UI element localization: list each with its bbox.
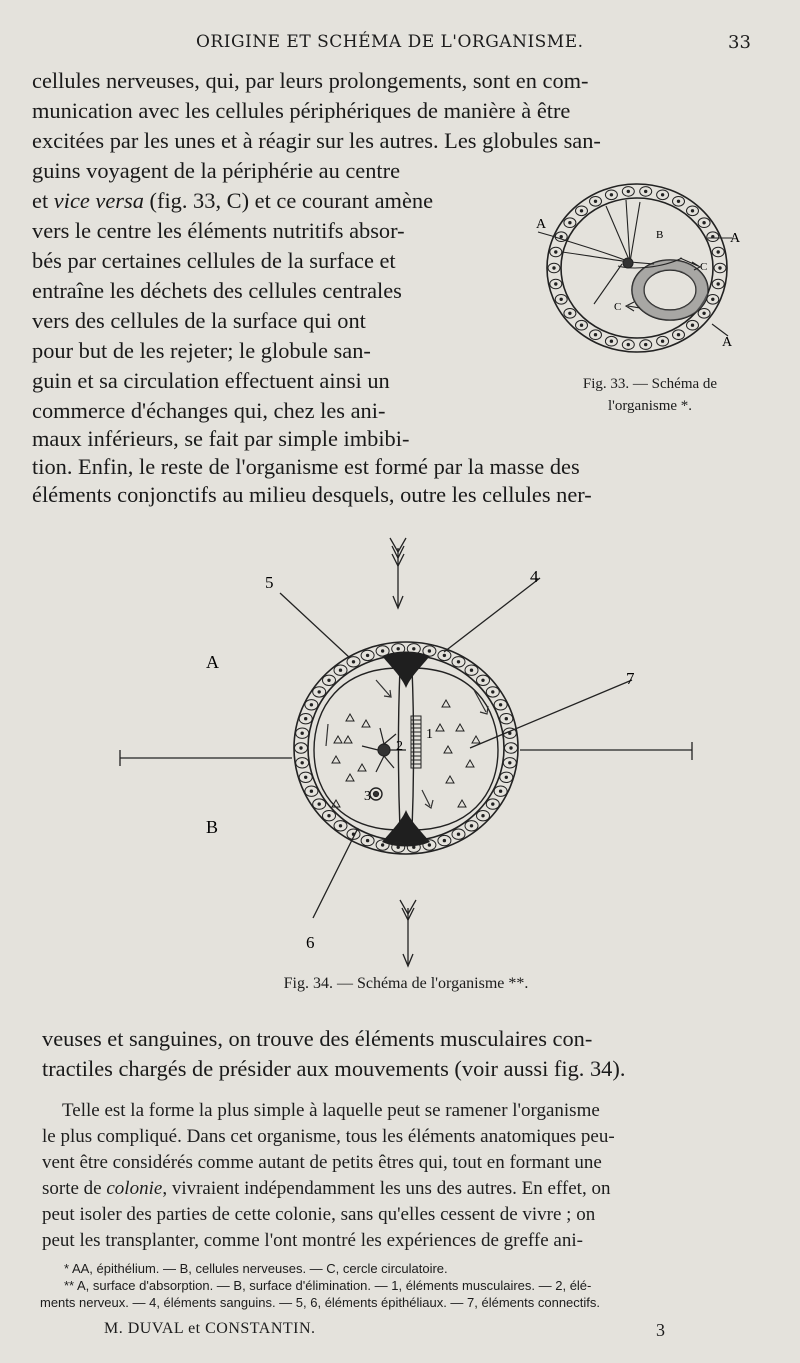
text-line [32,186,433,217]
fig34-label-7: 7 [626,669,635,688]
text-fragment: sorte de [42,1178,102,1199]
fig33-label-a: A [730,231,741,246]
fig33-label-c: C [614,301,622,313]
blood-elements [332,700,480,807]
cell-nucleus [457,661,459,663]
fig33-label-a: A [536,217,547,232]
fig33-label-a: A [722,335,733,350]
cell-nucleus [482,815,484,817]
italic-word: colonie [106,1178,163,1199]
cell-nucleus [569,222,571,224]
text-line: maux inférieurs, se fait par simple imbibi- [32,426,410,451]
text-fragment: et [32,188,49,213]
text-line: peut isoler des parties de cette colonie, sans qu'elles cessent de vivre ; on [42,1204,596,1225]
text-line: guin et sa circulation effectuent ainsi un [32,368,390,393]
text-line: vers des cellules de la surface qui ont [32,308,366,333]
cell-nucleus [627,190,629,192]
cell-nucleus [560,236,562,238]
text-line: cellules nerveuses, qui, par leurs prolongements, sont en com- [32,68,589,93]
cell-nucleus [413,846,415,848]
blood-element [346,774,354,781]
cell-nucleus [510,747,512,749]
cell-nucleus [492,691,494,693]
cell-nucleus [366,839,368,841]
cell-nucleus [703,222,705,224]
fig33-label-b: B [656,229,664,241]
text-line: Telle est la forme la plus simple à laquelle peut se ramener l'organisme [62,1100,600,1121]
cell-nucleus [677,200,679,202]
running-head [0,32,800,56]
fig34-label-5: 5 [265,573,274,592]
cell-nucleus [677,334,679,336]
cell-nucleus [661,194,663,196]
text-line: tractiles chargés de présider aux mouvements (voir aussi fig. 34). [42,1056,626,1081]
cell-nucleus [305,776,307,778]
cell-nucleus [482,679,484,681]
blood-element [446,776,454,783]
text-line: peut les transplanter, comme l'ont montré les expériences de greffe ani- [42,1230,583,1251]
blood-element [472,736,480,743]
blood-element [362,720,370,727]
figure-33-caption: l'organisme *. [607,398,693,414]
footnote-2: ** A, surface d'absorption. — B, surface d'élimination. — 1, éléments musculaires. — 2, élé- [64,1278,592,1293]
fig34-label-a: A [206,652,219,672]
cell-nucleus [352,661,354,663]
blood-element [334,736,342,743]
blood-element [444,746,452,753]
fig34-label-1: 1 [426,727,433,742]
text-line: éléments conjonctifs au milieu desquels, outre les cellules ner- [32,482,592,507]
fig33-label-c: C [700,261,708,273]
blood-element [358,764,366,771]
cell-nucleus [691,210,693,212]
running-title: ORIGINE ET SCHÉMA DE L'ORGANISME. [196,32,584,52]
page-number: 33 [728,32,751,53]
text-line: bés par certaines cellules de la surface et [32,248,396,273]
cell-nucleus [555,251,557,253]
blood-element [344,736,352,743]
cell-nucleus [397,648,399,650]
fig34-label-2: 2 [396,739,403,754]
text-line: pour but de les rejeter; le globule san- [32,338,371,363]
figure-34-diagram [100,528,720,983]
signature-line [0,1320,800,1344]
cell-nucleus [505,776,507,778]
cell-nucleus [339,825,341,827]
text-line [42,1176,610,1202]
text-line: le plus compliqué. Dans cet organisme, tous les éléments anatomiques peu- [42,1126,615,1147]
cell-nucleus [594,334,596,336]
blood-element [458,800,466,807]
cell-nucleus [457,833,459,835]
cell-nucleus [300,747,302,749]
cell-nucleus [645,343,647,345]
cell-nucleus [553,267,555,269]
cell-nucleus [310,704,312,706]
cell-nucleus [492,803,494,805]
fig34-label-b: B [206,817,219,837]
cell-nucleus [470,669,472,671]
cell-nucleus [505,718,507,720]
text-fragment: (fig. 33, C) et ce courant amène [149,188,434,213]
cell-nucleus [352,833,354,835]
cell-nucleus [305,718,307,720]
text-line: entraîne les déchets des cellules centrales [32,278,402,303]
cell-nucleus [443,654,445,656]
cell-nucleus [428,650,430,652]
cell-nucleus [318,691,320,693]
text-fragment: , vivraient indépendamment les uns des autres. En effet, on [162,1178,611,1199]
cell-nucleus [560,298,562,300]
cell-nucleus [627,343,629,345]
cell-nucleus [413,648,415,650]
cell-nucleus [301,732,303,734]
figure-33-diagram [522,176,752,376]
cell-nucleus [443,839,445,841]
cell-nucleus [569,312,571,314]
cell-nucleus [691,324,693,326]
text-line: veuses et sanguines, on trouve des éléments musculaires con- [42,1026,593,1051]
cell-nucleus [594,200,596,202]
footnote-1: * AA, épithélium. — B, cellules nerveuses. — C, cercle circulatoire. [64,1261,448,1276]
cell-nucleus [381,650,383,652]
blood-element [332,756,340,763]
cell-nucleus [610,340,612,342]
text-line: vent être considérés comme autant de petits êtres qui, tout en formant une [42,1152,602,1173]
figure-34-caption: Fig. 34. — Schéma de l'organisme **. [283,975,529,992]
cell-nucleus [428,844,430,846]
cell-nucleus [712,298,714,300]
cell-nucleus [555,283,557,285]
blood-element [346,714,354,721]
cell-nucleus [470,825,472,827]
italic-phrase: vice versa [53,188,144,213]
text-line: munication avec les cellules périphériques de manière à être [32,98,571,123]
cell-nucleus [499,790,501,792]
cell-nucleus [509,762,511,764]
text-line: guins voyagent de la périphérie au centre [32,158,401,183]
cell-nucleus [703,312,705,314]
text-line: tion. Enfin, le reste de l'organisme est formé par la masse des [32,454,580,479]
blood-element [466,760,474,767]
cell-nucleus [301,762,303,764]
cell-nucleus [318,803,320,805]
text-line: commerce d'échanges qui, chez les ani- [32,398,386,423]
fig34-label-4: 4 [530,567,539,586]
cell-nucleus [580,210,582,212]
footnote-2-continued: ments nerveux. — 4, éléments sanguins. — 5, 6, éléments épithéliaux. — 7, éléments connectifs. [40,1295,601,1310]
cell-nucleus [610,194,612,196]
blood-element [436,724,444,731]
cell-nucleus [499,704,501,706]
cell-nucleus [397,846,399,848]
cell-nucleus [719,267,721,269]
cell-nucleus [381,844,383,846]
cell-nucleus [661,340,663,342]
cell-nucleus [717,251,719,253]
cell-nucleus [366,654,368,656]
cell-nucleus [717,283,719,285]
sheet-number: 3 [656,1320,665,1340]
blood-element [456,724,464,731]
figure-33-caption: Fig. 33. — Schéma de [582,376,718,392]
fig34-label-6: 6 [306,933,315,952]
cell-nucleus [339,669,341,671]
cell-nucleus [310,790,312,792]
fig34-label-3: 3 [364,789,371,804]
cell-nucleus [328,815,330,817]
text-line: excitées par les unes et à réagir sur les autres. Les globules san- [32,128,601,153]
blood-element [442,700,450,707]
cell-nucleus [509,732,511,734]
cell-nucleus [645,190,647,192]
cell-nucleus [328,679,330,681]
text-line: vers le centre les éléments nutritifs absor- [32,218,405,243]
authors-signature: M. DUVAL et CONSTANTIN. [104,1320,316,1337]
cell-nucleus [580,324,582,326]
